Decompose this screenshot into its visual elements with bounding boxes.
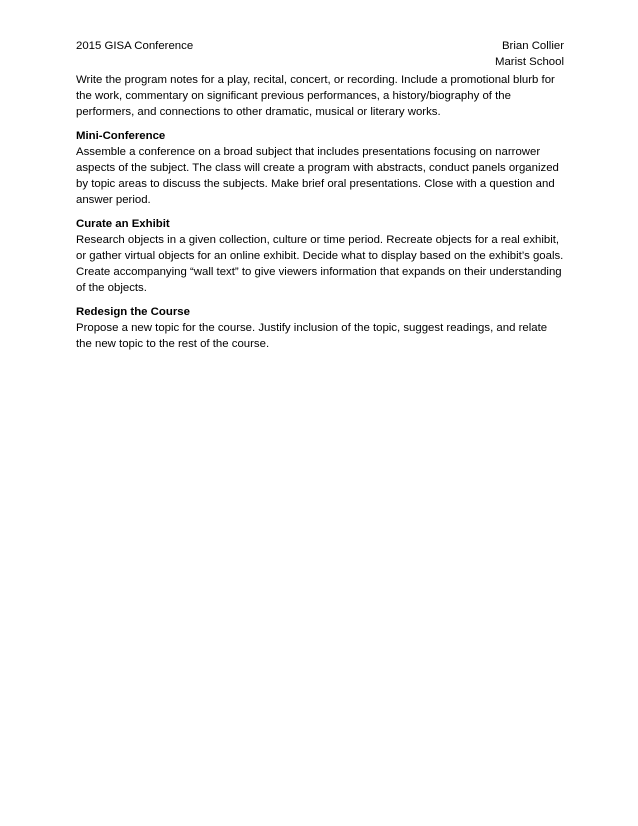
section-title: Mini-Conference <box>76 130 166 142</box>
document-body <box>76 72 566 360</box>
section-body: Propose a new topic for the course. Justify inclusion of the topic, suggest readings, and relate the new topic to the rest of the course. <box>76 322 548 350</box>
section-title: Redesign the Course <box>76 306 190 318</box>
section-body: Research objects in a given collection, culture or time period. Recreate objects for a real exhibit, or gather virtual objects for an online exhibit. Decide what to display based on the exhibit’s goals. Create accompanying “wall text” to give viewers information that expands on their understanding of the objects. <box>76 234 564 294</box>
intro-paragraph: Write the program notes for a play, recital, concert, or recording. Include a promotional blurb for the work, commentary on significant previous performances, a history/biography of the performers, and connections to other dramatic, musical or literary works. <box>76 74 555 118</box>
author-school: Marist School <box>494 56 564 68</box>
author-block <box>495 38 564 70</box>
section-redesign-course <box>76 304 566 352</box>
section-title: Curate an Exhibit <box>76 218 170 230</box>
section-body: Assemble a conference on a broad subject that includes presentations focusing on narrower aspects of the subject. The class will create a program with abstracts, conduct panels organized by topic areas to discuss the subjects. Make brief oral presentations. Close with a question and answer period. <box>76 146 559 206</box>
section-curate-exhibit <box>76 216 566 296</box>
conference-title: 2015 GISA Conference <box>76 40 194 52</box>
author-name: Brian Collier <box>501 40 564 52</box>
section-mini-conference <box>76 128 566 208</box>
